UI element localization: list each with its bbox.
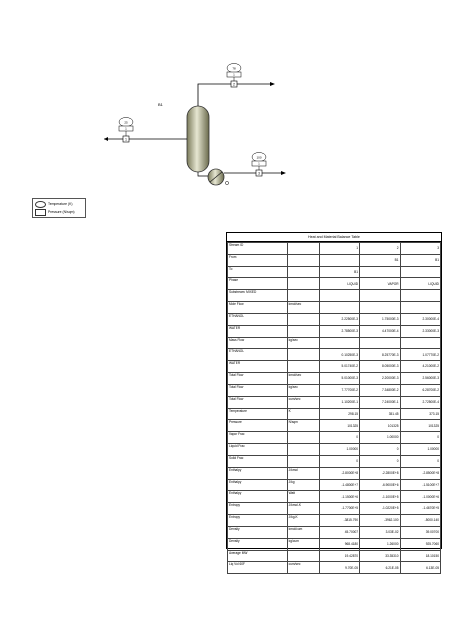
table-row — [228, 432, 441, 444]
table-row — [228, 243, 441, 255]
value-cell[interactable]: -1.0220E+5 — [360, 503, 400, 515]
bottoms-stream[interactable] — [224, 171, 286, 175]
value-cell[interactable]: 33.35310 — [360, 550, 400, 562]
value-cell[interactable]: 7.24000E-1 — [360, 396, 400, 408]
value-cell[interactable]: 1.10200E-1 — [319, 396, 359, 408]
value-cell[interactable]: 1.07770E-2 — [400, 349, 441, 361]
value-cell[interactable]: 0 — [360, 444, 400, 456]
row-label-cell[interactable]: Total Flow — [228, 373, 288, 385]
value-cell[interactable] — [319, 290, 359, 302]
value-cell[interactable]: 2.22500E-3 — [319, 313, 359, 325]
table-row — [228, 408, 441, 420]
row-label-cell[interactable]: Stream ID — [228, 243, 288, 255]
value-cell[interactable]: 6.13E-05 — [400, 562, 441, 574]
value-cell[interactable]: 0.10250E-3 — [319, 349, 359, 361]
balance-grid — [227, 242, 441, 574]
value-cell[interactable]: 4.21000E-2 — [400, 361, 441, 373]
value-cell[interactable]: -6.9000E+6 — [360, 479, 400, 491]
bottoms-stream-id: 3 — [258, 171, 260, 176]
row-label-cell[interactable]: WATER — [228, 361, 288, 373]
table-row — [228, 396, 441, 408]
table-row — [228, 503, 441, 515]
value-cell[interactable]: 351.45 — [360, 408, 400, 420]
legend-row-pressure — [35, 208, 75, 216]
table-row — [228, 526, 441, 538]
value-cell[interactable]: 101325 — [400, 420, 441, 432]
units-cell[interactable]: kmol/sec — [287, 373, 319, 385]
units-cell[interactable] — [287, 550, 319, 562]
bottoms-tag-pressure: 1 — [258, 161, 260, 166]
distillate-result-tag[interactable] — [227, 64, 241, 82]
value-cell[interactable]: 1.00000 — [400, 444, 441, 456]
value-cell[interactable]: 3 — [400, 243, 441, 255]
value-cell[interactable]: 9.70E-05 — [319, 562, 359, 574]
table-row — [228, 302, 441, 314]
value-cell[interactable]: 101325 — [360, 420, 400, 432]
feed-tag-temperature: 25 — [124, 120, 128, 125]
units-cell[interactable]: kmol/sec — [287, 302, 319, 314]
value-cell[interactable]: -3962.100 — [360, 515, 400, 527]
row-label-cell[interactable]: Mass Flow — [228, 337, 288, 349]
value-cell[interactable]: 5.01740E-2 — [319, 361, 359, 373]
row-label-cell[interactable]: Temperature — [228, 408, 288, 420]
table-row — [228, 290, 441, 302]
value-cell[interactable]: 39.00700 — [400, 526, 441, 538]
value-cell[interactable]: 18.10150 — [400, 550, 441, 562]
value-cell[interactable]: 0 — [400, 455, 441, 467]
value-cell[interactable]: 1.75000E-3 — [360, 313, 400, 325]
value-cell[interactable]: 2.30000E-4 — [400, 313, 441, 325]
units-cell[interactable]: cum/sec — [287, 562, 319, 574]
table-row — [228, 467, 441, 479]
pressure-box-icon — [35, 209, 46, 216]
units-cell[interactable]: N/sqm — [287, 420, 319, 432]
value-cell[interactable] — [360, 337, 400, 349]
value-cell[interactable] — [400, 302, 441, 314]
value-cell[interactable]: 298.15 — [319, 408, 359, 420]
value-cell[interactable]: -1.0000E+6 — [400, 491, 441, 503]
table-row — [228, 491, 441, 503]
value-cell[interactable]: B1 — [360, 254, 400, 266]
table-row — [228, 562, 441, 574]
value-cell[interactable]: -1.1000E+5 — [360, 491, 400, 503]
units-cell[interactable] — [287, 266, 319, 278]
value-cell[interactable] — [319, 254, 359, 266]
row-label-cell[interactable]: Liq Vol 60F — [228, 562, 288, 574]
value-cell[interactable]: -2.8000E+8 — [319, 467, 359, 479]
value-cell[interactable]: -5000.140 — [400, 515, 441, 527]
legend-temperature-label: Temperature (K) — [48, 202, 73, 206]
value-cell[interactable]: 2.72500E-4 — [400, 396, 441, 408]
row-label-cell[interactable]: Pressure — [228, 420, 288, 432]
row-label-cell[interactable]: Total Flow — [228, 384, 288, 396]
table-row — [228, 254, 441, 266]
distillation-column[interactable] — [187, 106, 209, 172]
units-cell[interactable]: K — [287, 408, 319, 420]
table-row — [228, 455, 441, 467]
units-cell[interactable] — [287, 361, 319, 373]
units-cell[interactable] — [287, 313, 319, 325]
value-cell[interactable]: 0 — [400, 432, 441, 444]
feed-stream[interactable] — [104, 137, 187, 141]
value-cell[interactable]: -2.2800E+8 — [360, 467, 400, 479]
value-cell[interactable]: 7.77700E-2 — [319, 384, 359, 396]
units-cell[interactable]: kg/cum — [287, 538, 319, 550]
row-label-cell[interactable]: Enthalpy — [228, 491, 288, 503]
row-label-cell[interactable]: Solid Frac — [228, 455, 288, 467]
row-label-cell[interactable]: Substream: MIXED — [228, 290, 288, 302]
row-label-cell[interactable]: From — [228, 254, 288, 266]
units-cell[interactable]: J/kmol — [287, 467, 319, 479]
bottoms-tag-temperature: 100 — [256, 155, 262, 160]
value-cell[interactable]: 2.56000E-3 — [400, 373, 441, 385]
value-cell[interactable]: 5.01000E-3 — [319, 373, 359, 385]
table-row — [228, 373, 441, 385]
value-cell[interactable]: -3815.790 — [319, 515, 359, 527]
value-cell[interactable]: 6.21E-05 — [360, 562, 400, 574]
feed-stream-id: 1 — [125, 137, 127, 142]
units-cell[interactable] — [287, 254, 319, 266]
units-cell[interactable]: J/kg — [287, 479, 319, 491]
value-cell[interactable] — [400, 266, 441, 278]
table-row — [228, 313, 441, 325]
table-row — [228, 538, 441, 550]
table-row — [228, 325, 441, 337]
value-cell[interactable]: 6.28700E-2 — [400, 384, 441, 396]
value-cell[interactable]: 0 — [360, 455, 400, 467]
value-cell[interactable] — [319, 302, 359, 314]
row-label-cell[interactable]: Enthalpy — [228, 479, 288, 491]
legend-row-temperature — [35, 200, 73, 208]
row-label-cell[interactable]: To — [228, 266, 288, 278]
value-cell[interactable]: 2.78500E-3 — [319, 325, 359, 337]
value-cell[interactable] — [360, 290, 400, 302]
units-cell[interactable] — [287, 349, 319, 361]
value-cell[interactable] — [400, 290, 441, 302]
value-cell[interactable]: 19.42870 — [319, 550, 359, 562]
table-row — [228, 550, 441, 562]
heat-material-balance-table[interactable] — [226, 232, 442, 570]
value-cell[interactable]: 1.00000 — [319, 444, 359, 456]
value-cell[interactable]: VAPOR — [360, 278, 400, 290]
value-cell[interactable]: -1.7700E+5 — [319, 503, 359, 515]
value-cell[interactable]: 0 — [319, 432, 359, 444]
flowsheet-canvas[interactable] — [0, 0, 474, 230]
feed-tag-pressure: 1 — [125, 126, 127, 131]
units-cell[interactable] — [287, 290, 319, 302]
value-cell[interactable] — [400, 337, 441, 349]
row-label-cell[interactable]: Entropy — [228, 503, 288, 515]
value-cell[interactable]: LIQUID — [319, 278, 359, 290]
units-cell[interactable]: J/kmol-K — [287, 503, 319, 515]
value-cell[interactable]: 2.33000E-3 — [400, 325, 441, 337]
value-cell[interactable]: 1 — [319, 243, 359, 255]
value-cell[interactable]: 3.03E-02 — [360, 526, 400, 538]
row-label-cell[interactable]: Liquid Frac — [228, 444, 288, 456]
row-label-cell[interactable]: ETHANOL — [228, 349, 288, 361]
table-row — [228, 266, 441, 278]
units-cell[interactable]: kmol/cum — [287, 526, 319, 538]
value-cell[interactable]: -2.8500E+8 — [400, 467, 441, 479]
value-cell[interactable] — [360, 266, 400, 278]
value-cell[interactable]: 1.00000 — [360, 432, 400, 444]
value-cell[interactable] — [360, 302, 400, 314]
row-label-cell[interactable]: Total Flow — [228, 396, 288, 408]
value-cell[interactable]: -1.1500E+6 — [319, 491, 359, 503]
legend-pressure-label: Pressure (N/sqm) — [48, 210, 75, 214]
feed-result-tag[interactable] — [119, 118, 133, 137]
row-label-cell[interactable]: Density — [228, 526, 288, 538]
result-legend — [32, 198, 86, 218]
table-row — [228, 337, 441, 349]
units-cell[interactable] — [287, 278, 319, 290]
value-cell[interactable]: B1 — [400, 254, 441, 266]
value-cell[interactable]: 101325 — [319, 420, 359, 432]
value-cell[interactable]: 968.4180 — [319, 538, 359, 550]
block-label: B1 — [158, 102, 163, 107]
units-cell[interactable] — [287, 455, 319, 467]
table-row — [228, 420, 441, 432]
value-cell[interactable]: 45.70007 — [319, 526, 359, 538]
value-cell[interactable]: 8.05000E-3 — [360, 361, 400, 373]
value-cell[interactable]: 1.26000 — [360, 538, 400, 550]
units-cell[interactable]: Watt — [287, 491, 319, 503]
row-label-cell[interactable]: Enthalpy — [228, 467, 288, 479]
value-cell[interactable]: 7.34800E-2 — [360, 384, 400, 396]
distillate-tag-temperature: 78 — [232, 66, 236, 71]
value-cell[interactable]: -1.4670E+5 — [400, 503, 441, 515]
table-row — [228, 479, 441, 491]
row-label-cell[interactable]: Average MW — [228, 550, 288, 562]
value-cell[interactable]: 8.25770E-3 — [360, 349, 400, 361]
value-cell[interactable]: 0 — [319, 455, 359, 467]
units-cell[interactable]: J/kg-K — [287, 515, 319, 527]
value-cell[interactable]: B1 — [319, 266, 359, 278]
temperature-ellipse-icon — [35, 201, 46, 208]
value-cell[interactable]: 373.15 — [400, 408, 441, 420]
value-cell[interactable]: -1.5100E+7 — [400, 479, 441, 491]
row-label-cell[interactable]: Vapor Frac — [228, 432, 288, 444]
row-label-cell[interactable]: Phase — [228, 278, 288, 290]
units-cell[interactable] — [287, 325, 319, 337]
table-row — [228, 278, 441, 290]
units-cell[interactable]: cum/sec — [287, 396, 319, 408]
units-cell[interactable] — [287, 432, 319, 444]
value-cell[interactable]: LIQUID — [400, 278, 441, 290]
row-label-cell[interactable]: Entropy — [228, 515, 288, 527]
units-cell[interactable]: kg/sec — [287, 384, 319, 396]
value-cell[interactable] — [319, 337, 359, 349]
table-row — [228, 349, 441, 361]
row-label-cell[interactable]: ETHANOL — [228, 313, 288, 325]
row-label-cell[interactable]: Density — [228, 538, 288, 550]
units-cell[interactable] — [287, 243, 319, 255]
value-cell[interactable]: -1.4800E+7 — [319, 479, 359, 491]
row-label-cell[interactable]: WATER — [228, 325, 288, 337]
value-cell[interactable]: 2.20000E-3 — [360, 373, 400, 385]
distillate-tag-pressure: 1 — [233, 72, 235, 77]
table-title: Heat and Material Balance Table — [227, 233, 441, 242]
table-row — [228, 515, 441, 527]
units-cell[interactable] — [287, 444, 319, 456]
value-cell[interactable]: 925.7060 — [400, 538, 441, 550]
bottoms-result-tag[interactable] — [252, 153, 266, 171]
table-row — [228, 361, 441, 373]
value-cell[interactable]: 4.47000E-4 — [360, 325, 400, 337]
value-cell[interactable]: 2 — [360, 243, 400, 255]
table-row — [228, 444, 441, 456]
table-row — [228, 384, 441, 396]
distillate-stream-id: 2 — [233, 82, 235, 87]
units-cell[interactable]: kg/sec — [287, 337, 319, 349]
row-label-cell[interactable]: Mole Flow — [228, 302, 288, 314]
